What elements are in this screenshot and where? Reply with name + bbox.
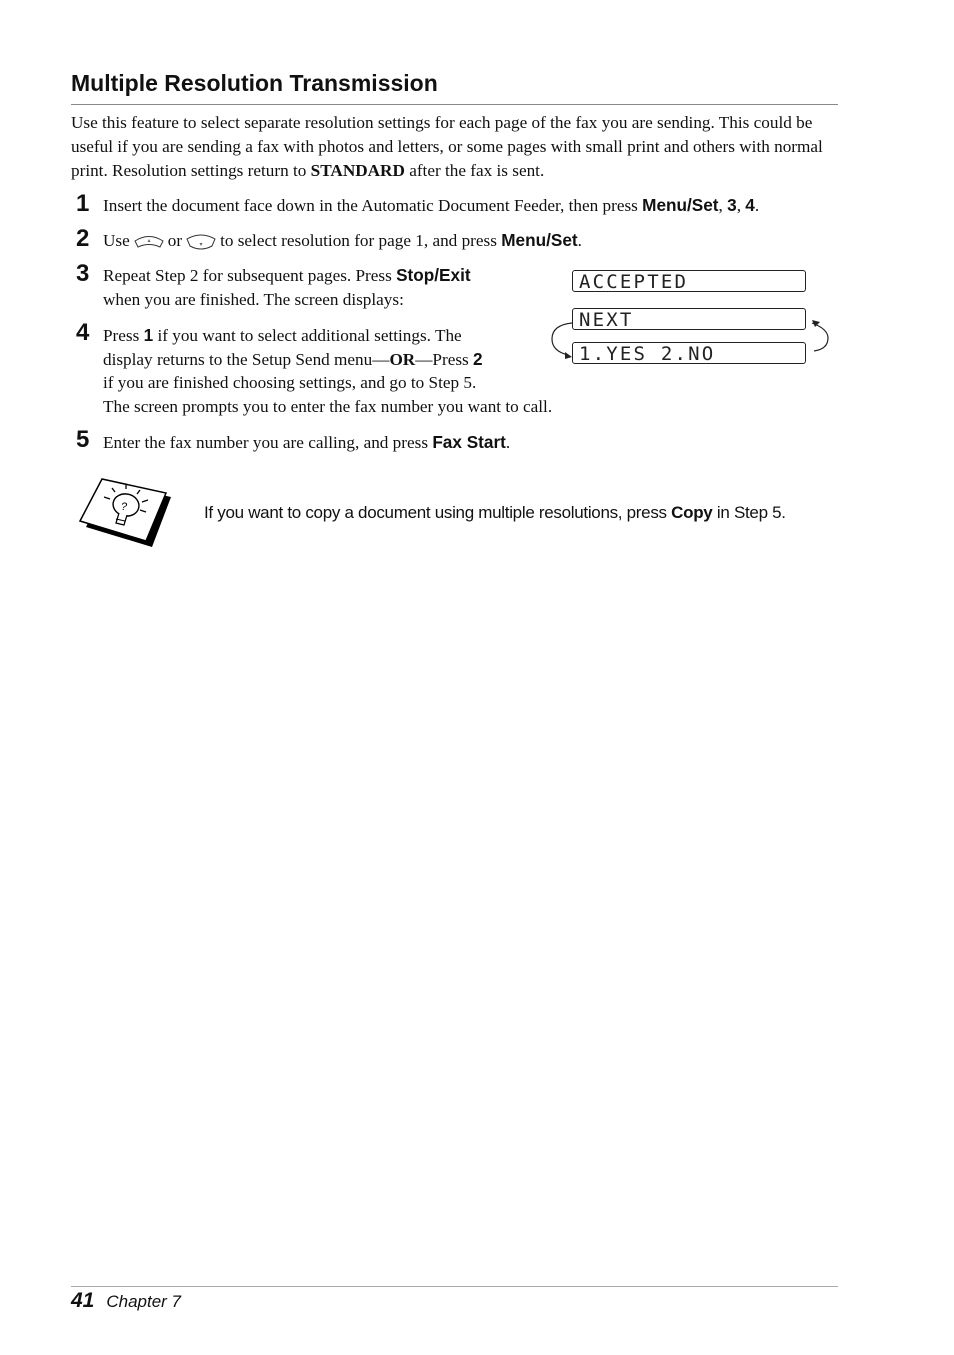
step-text-part: .: [577, 231, 582, 250]
tip-text: [204, 502, 786, 524]
step-number: 1: [76, 190, 90, 217]
lcd-text: ACCEPTED: [579, 271, 689, 293]
step-text: [103, 264, 563, 311]
step-text-part: —Press: [415, 349, 473, 369]
page-number: 41: [71, 1289, 95, 1312]
down-arrow-button-icon: [185, 233, 217, 251]
step-text-part: Use: [103, 231, 130, 250]
title-rule: [71, 104, 838, 105]
step-text-part: .: [754, 196, 760, 215]
page-title: Multiple Resolution Transmission: [71, 70, 438, 96]
key-4: 4: [745, 195, 755, 215]
footer-rule: [71, 1286, 838, 1287]
step-number: 4: [76, 319, 90, 346]
key-1: 1: [143, 325, 154, 345]
step-text-part: or: [167, 231, 183, 250]
step-text-part: ,: [736, 196, 746, 215]
step-text-part: if you are finished choosing settings, and go to Step 5.: [103, 373, 477, 393]
up-arrow-button-icon: [133, 233, 165, 251]
key-fax-start: Fax Start: [432, 432, 506, 452]
step-text-part: Press: [103, 326, 144, 345]
step-number: 3: [76, 260, 90, 287]
or-emphasis: OR: [389, 349, 416, 369]
step-text-part: display returns to the Setup Send menu—: [103, 349, 390, 369]
intro-paragraph: [71, 111, 839, 183]
step-text-part: The screen prompts you to enter the fax number you want to call.: [103, 397, 553, 417]
svg-text:?: ?: [121, 501, 128, 513]
intro-text: Use this feature to select separate resolution settings for each page of the fax you are sending. This could be useful if you are sending a fax with photos and letters, or some pages with small print and others with normal print. Resolution settings return to: [71, 113, 823, 180]
key-3: 3: [727, 195, 737, 215]
step-text: [103, 431, 863, 455]
step-text-part: .: [505, 433, 511, 452]
step-text-part: to select resolution for page 1, and press: [220, 231, 502, 250]
key-2: 2: [473, 348, 483, 369]
step-text-part: if you want to select additional settings. The: [153, 326, 462, 345]
tip-text-part: in Step 5.: [712, 503, 786, 522]
lcd-cycle-arrows-icon: [546, 314, 836, 366]
step-number: 2: [76, 225, 90, 252]
lcd-text: NEXT: [579, 309, 634, 331]
tip-text-part: If you want to copy a document using multiple resolutions, press: [204, 503, 672, 522]
lcd-text: 1.YES 2.NO: [579, 343, 716, 365]
intro-bold-standard: STANDARD: [310, 161, 405, 180]
chapter-label: Chapter 7: [106, 1292, 182, 1311]
lightbulb-tip-icon: [74, 475, 176, 549]
key-stop-exit: Stop/Exit: [396, 265, 471, 285]
step-text: [103, 194, 863, 218]
step-text-part: Insert the document face down in the Automatic Document Feeder, then press: [103, 196, 643, 215]
page-footer: [71, 1289, 181, 1313]
step-text: [103, 229, 863, 253]
step-text-part: Enter the fax number you are calling, and press: [103, 433, 433, 452]
step-text-part: Repeat Step 2 for subsequent pages. Press: [103, 266, 397, 285]
step-number: 5: [76, 426, 90, 453]
step-text-part: when you are finished. The screen displays:: [103, 289, 404, 309]
intro-text-end: after the fax is sent.: [404, 161, 545, 180]
lcd-line-accepted: [572, 270, 806, 292]
step-text-part: ,: [718, 196, 728, 215]
key-menu-set: Menu/Set: [501, 230, 578, 250]
key-menu-set: Menu/Set: [642, 195, 719, 215]
key-copy: Copy: [671, 503, 713, 522]
